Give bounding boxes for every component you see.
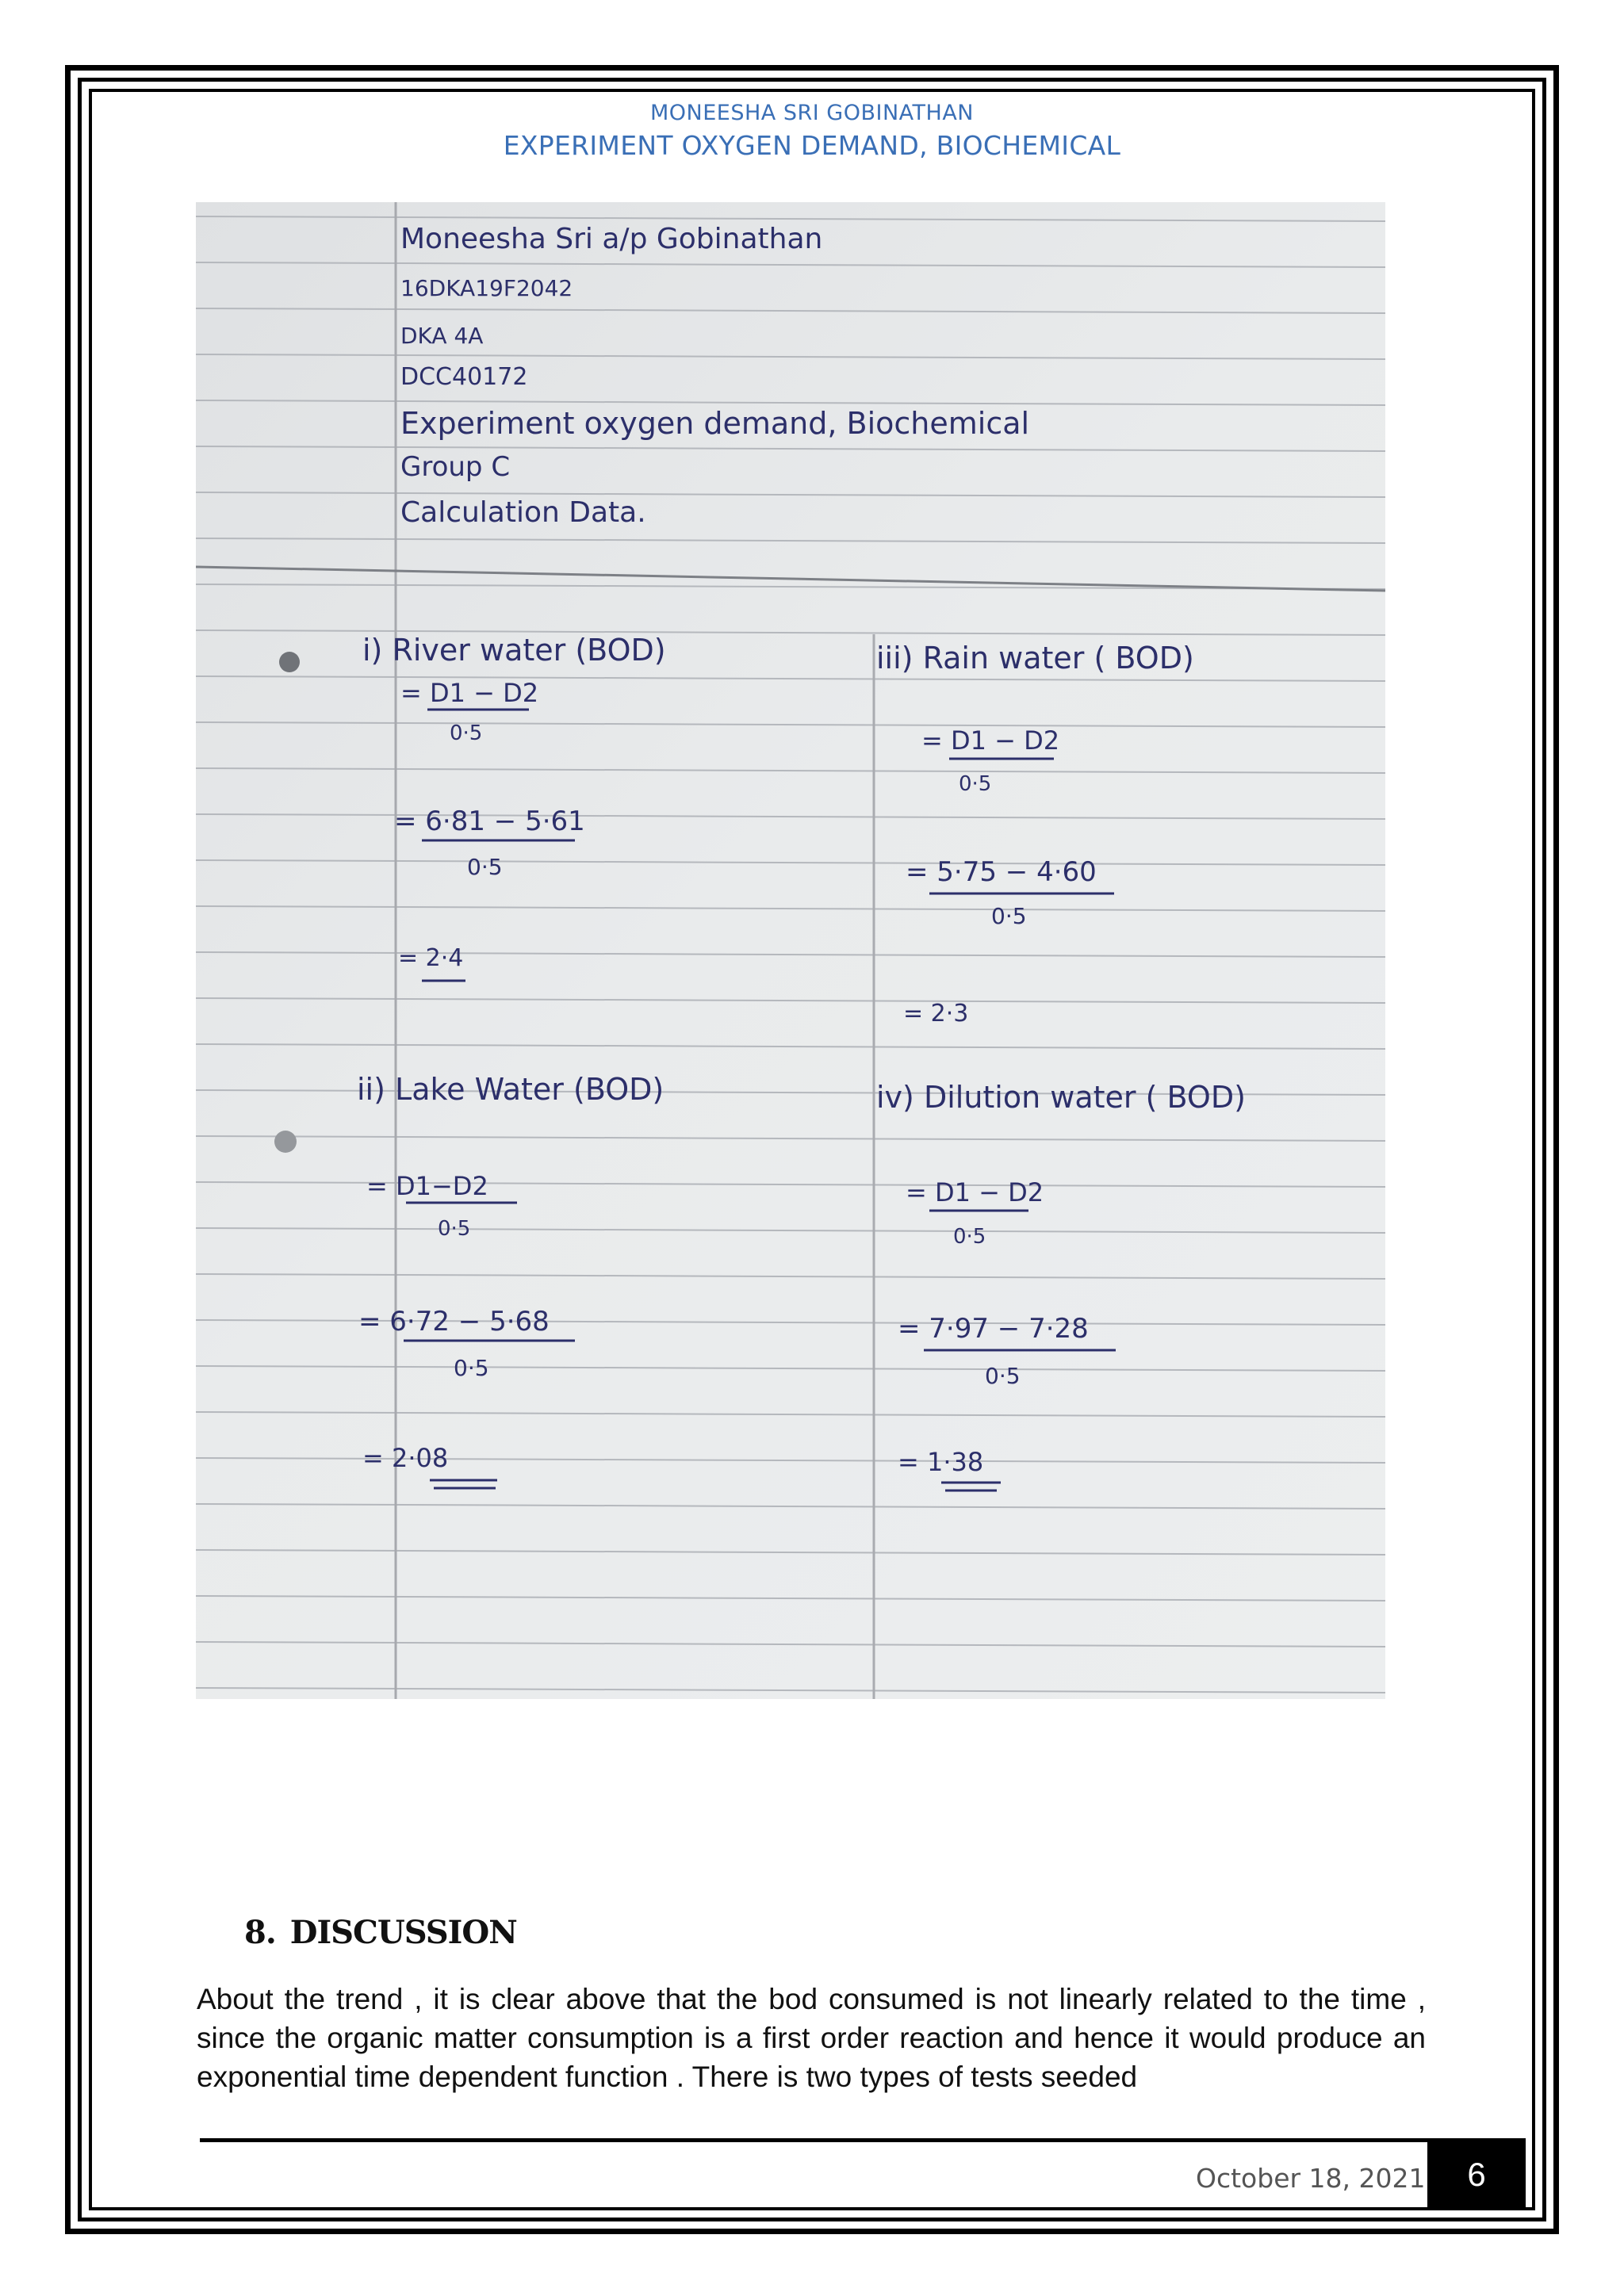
hw-course: DCC40172 [400, 363, 528, 391]
ruled-line [196, 860, 1385, 865]
ruled-line [196, 1412, 1385, 1417]
calc-formula-numerator: = D1 − D2 [921, 725, 1060, 756]
calc-lake-water [357, 1072, 664, 1488]
ruled-line [196, 1688, 1385, 1693]
ruled-line [196, 1642, 1385, 1647]
calc-formula-denominator: 0·5 [438, 1217, 471, 1241]
calc-result: = 2·4 [398, 944, 464, 972]
calc-rain-water [876, 641, 1194, 1027]
hw-experiment: Experiment oxygen demand, Biochemical [400, 406, 1030, 441]
calc-formula-denominator: 0·5 [450, 721, 483, 745]
ruled-line [196, 492, 1385, 497]
notebook-page [196, 202, 1385, 1699]
calc-river-water [362, 633, 666, 981]
ruled-line [196, 998, 1385, 1003]
calc-heading: ii) Lake Water (BOD) [357, 1072, 665, 1107]
footer-rule [200, 2138, 1526, 2142]
hw-student-id: 16DKA19F2042 [400, 275, 573, 301]
page-number: 6 [1427, 2141, 1526, 2209]
ruled-line [196, 768, 1385, 773]
ruled-line [196, 400, 1385, 405]
header-author: MONEESHA SRI GOBINATHAN [650, 101, 974, 125]
ruled-line [196, 1044, 1385, 1049]
ruled-line [196, 722, 1385, 727]
ruled-line [196, 1274, 1385, 1279]
ruled-line [196, 1228, 1385, 1233]
hw-group: Group C [400, 451, 511, 483]
calc-result: = 2·08 [362, 1443, 449, 1473]
ruled-line [196, 216, 1385, 221]
notebook-header-block [400, 223, 1029, 529]
calc-substitution-numerator: = 6·81 − 5·61 [394, 806, 585, 837]
calc-formula-denominator: 0·5 [953, 1225, 986, 1249]
ruled-line [196, 446, 1385, 451]
calc-substitution-numerator: = 6·72 − 5·68 [358, 1306, 550, 1337]
ruled-line [196, 1504, 1385, 1509]
ruled-line [196, 1596, 1385, 1601]
ruled-line [196, 1366, 1385, 1371]
calc-substitution-denominator: 0·5 [467, 854, 503, 880]
header-title: EXPERIMENT OXYGEN DEMAND, BIOCHEMICAL [503, 130, 1121, 161]
calc-result: = 2·3 [903, 1000, 969, 1027]
ruled-line [196, 308, 1385, 313]
calc-substitution-denominator: 0·5 [991, 903, 1027, 929]
ruled-line [196, 262, 1385, 267]
calc-heading: iii) Rain water ( BOD) [876, 641, 1194, 675]
ruled-line [196, 538, 1385, 543]
calc-formula-denominator: 0·5 [959, 772, 992, 796]
calc-dilution-water [876, 1080, 1246, 1490]
calc-formula-numerator: = D1 − D2 [906, 1177, 1044, 1207]
hw-class: DKA 4A [400, 323, 484, 349]
calc-substitution-denominator: 0·5 [985, 1363, 1021, 1389]
discussion-heading [244, 1914, 517, 1951]
notebook-photo [196, 202, 1385, 1699]
hw-section: Calculation Data. [400, 496, 646, 529]
calc-substitution-numerator: = 7·97 − 7·28 [898, 1313, 1089, 1345]
calc-formula-numerator: = D1 − D2 [400, 678, 539, 708]
ruled-line [196, 1550, 1385, 1555]
ruled-line [196, 952, 1385, 957]
calc-heading: i) River water (BOD) [362, 633, 666, 668]
ruled-line [196, 676, 1385, 681]
calc-result: = 1·38 [898, 1447, 984, 1477]
ruled-line [196, 1136, 1385, 1141]
calc-formula-numerator: = D1−D2 [366, 1171, 488, 1201]
binder-hole [279, 652, 300, 672]
discussion-title: DISCUSSION [289, 1914, 517, 1951]
discussion-number: 8. [244, 1914, 276, 1951]
calc-heading: iv) Dilution water ( BOD) [876, 1080, 1246, 1115]
binder-hole [274, 1131, 297, 1153]
ruled-line [196, 354, 1385, 359]
calc-substitution-numerator: = 5·75 − 4·60 [906, 856, 1097, 888]
discussion-body: About the trend , it is clear above that the bod consumed is not linearly related to the time , since the organic matter consumption is a first order reaction and hence it would produce an exponential time dependent function . There is two types of tests seeded [197, 1983, 1426, 2093]
footer-date: October 18, 2021 [1196, 2163, 1426, 2194]
ruled-line [196, 906, 1385, 911]
calc-substitution-denominator: 0·5 [454, 1355, 489, 1381]
ruled-line [196, 814, 1385, 819]
hw-student-name: Moneesha Sri a/p Gobinathan [400, 223, 823, 255]
